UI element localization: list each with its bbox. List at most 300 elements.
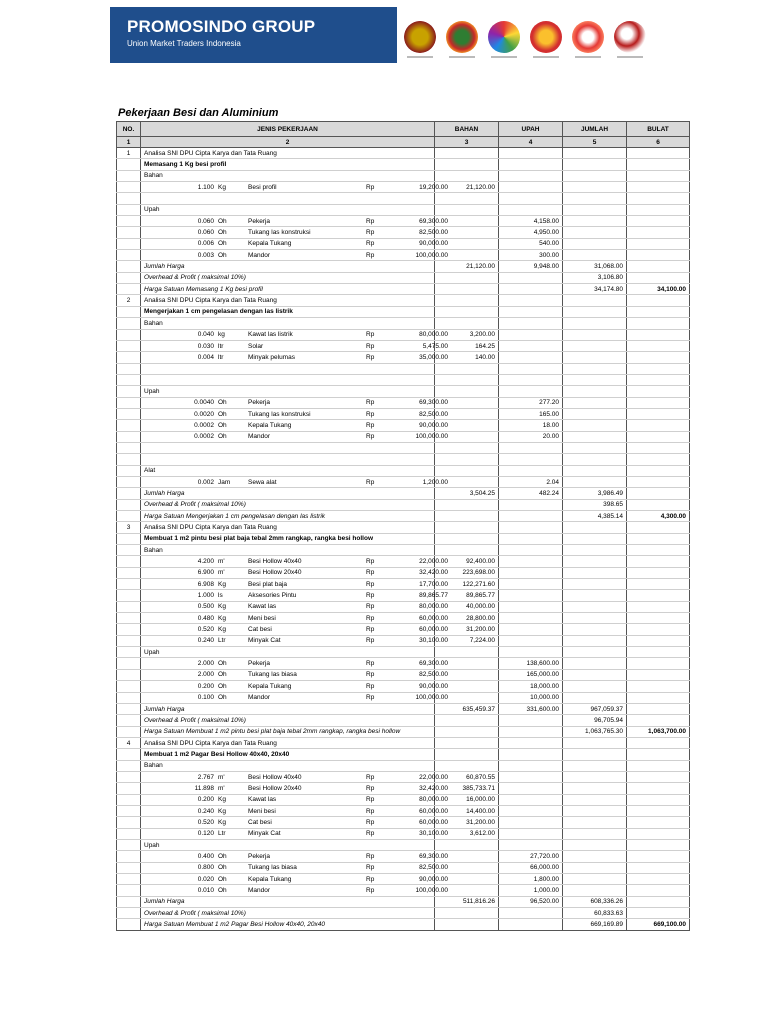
item-name: Kepala Tukang bbox=[248, 682, 292, 690]
row-description bbox=[141, 681, 448, 692]
row-number bbox=[117, 318, 141, 329]
jumlah-value bbox=[563, 170, 627, 181]
unit-price: 60,000.00 bbox=[419, 818, 448, 826]
item-name: Besi Hollow 40x40 bbox=[248, 558, 302, 566]
currency-label: Rp bbox=[366, 229, 375, 237]
upah-value bbox=[499, 590, 563, 601]
item-unit: Oh bbox=[218, 229, 227, 237]
jumlah-value bbox=[563, 363, 627, 374]
table-row bbox=[117, 159, 690, 170]
row-number bbox=[117, 908, 141, 919]
jumlah-value: 34,174.80 bbox=[563, 284, 627, 295]
item-unit: Oh bbox=[218, 217, 227, 225]
row-description: Harga Satuan Mengerjakan 1 cm pengelasan dengan las listrik bbox=[141, 511, 435, 522]
item-name: Minyak pelumas bbox=[248, 353, 295, 361]
bulat-value: 669,100.00 bbox=[627, 919, 690, 930]
upah-value: 300.00 bbox=[499, 250, 563, 261]
item-name: Besi plat baja bbox=[248, 580, 288, 588]
unit-price: 5,475.00 bbox=[422, 342, 448, 350]
item-coefficient: 0.520 bbox=[197, 626, 214, 634]
table-header-row bbox=[117, 122, 690, 137]
unit-price: 90,000.00 bbox=[419, 682, 448, 690]
bahan-value: 164.25 bbox=[435, 340, 499, 351]
unit-price: 100,000.00 bbox=[415, 251, 448, 259]
table-row bbox=[117, 839, 690, 850]
item-coefficient: 0.0040 bbox=[194, 399, 214, 407]
jumlah-value bbox=[563, 352, 627, 363]
row-number bbox=[117, 805, 141, 816]
jumlah-value bbox=[563, 805, 627, 816]
bahan-value bbox=[435, 386, 499, 397]
row-number bbox=[117, 817, 141, 828]
item-unit: Jam bbox=[218, 478, 231, 486]
bulat-value bbox=[627, 851, 690, 862]
bulat-value bbox=[627, 579, 690, 590]
item-coefficient: 6.900 bbox=[197, 569, 214, 577]
table-row bbox=[117, 726, 690, 737]
table-row-item bbox=[117, 874, 690, 885]
upah-value bbox=[499, 148, 563, 159]
table-row bbox=[117, 306, 690, 317]
bahan-value: 31,200.00 bbox=[435, 624, 499, 635]
bahan-value bbox=[435, 374, 499, 385]
upah-value bbox=[499, 828, 563, 839]
item-coefficient: 11.898 bbox=[194, 784, 214, 792]
row-description: Overhead & Profit ( maksimal 10%) bbox=[141, 499, 435, 510]
row-number bbox=[117, 499, 141, 510]
header-banner bbox=[110, 7, 658, 63]
row-description: Analisa SNI DPU Cipta Karya dan Tata Ruang bbox=[141, 148, 435, 159]
item-unit: Kg bbox=[218, 580, 226, 588]
jumlah-value bbox=[563, 635, 627, 646]
row-number bbox=[117, 794, 141, 805]
table-row-item bbox=[117, 476, 690, 487]
upah-value bbox=[499, 556, 563, 567]
currency-label: Rp bbox=[366, 399, 375, 407]
row-description bbox=[141, 238, 448, 249]
bulat-value: 1,063,700.00 bbox=[627, 726, 690, 737]
currency-label: Rp bbox=[366, 342, 375, 350]
upah-value bbox=[499, 182, 563, 193]
bulat-value bbox=[627, 318, 690, 329]
bulat-value bbox=[627, 749, 690, 760]
item-unit: Oh bbox=[218, 421, 227, 429]
item-coefficient: 0.100 bbox=[197, 694, 214, 702]
row-number bbox=[117, 647, 141, 658]
row-number bbox=[117, 590, 141, 601]
item-unit: ls bbox=[218, 592, 223, 600]
currency-label: Rp bbox=[366, 671, 375, 679]
row-number bbox=[117, 885, 141, 896]
jumlah-value bbox=[563, 613, 627, 624]
bulat-value bbox=[627, 352, 690, 363]
bulat-value bbox=[627, 817, 690, 828]
upah-value bbox=[499, 295, 563, 306]
unit-price: 80,000.00 bbox=[419, 603, 448, 611]
row-number bbox=[117, 511, 141, 522]
bahan-value bbox=[435, 533, 499, 544]
item-coefficient: 0.120 bbox=[197, 830, 214, 838]
jumlah-value bbox=[563, 556, 627, 567]
bulat-value bbox=[627, 533, 690, 544]
row-description: Bahan bbox=[141, 170, 435, 181]
table-row-item bbox=[117, 805, 690, 816]
row-description: Overhead & Profit ( maksimal 10%) bbox=[141, 908, 435, 919]
currency-label: Rp bbox=[366, 875, 375, 883]
row-description: Bahan bbox=[141, 760, 435, 771]
bulat-value bbox=[627, 476, 690, 487]
item-name: Kepala Tukang bbox=[248, 421, 292, 429]
unit-price: 60,000.00 bbox=[419, 614, 448, 622]
bahan-value bbox=[435, 272, 499, 283]
row-number bbox=[117, 408, 141, 419]
upah-value bbox=[499, 567, 563, 578]
row-description bbox=[141, 182, 448, 193]
unit-price: 60,000.00 bbox=[419, 807, 448, 815]
unit-price: 32,420.00 bbox=[419, 784, 448, 792]
unit-price: 82,500.00 bbox=[419, 410, 448, 418]
item-unit: ltr bbox=[218, 342, 224, 350]
currency-label: Rp bbox=[366, 852, 375, 860]
item-unit: Oh bbox=[218, 671, 227, 679]
table-row bbox=[117, 148, 690, 159]
bulat-value bbox=[627, 635, 690, 646]
jumlah-value bbox=[563, 318, 627, 329]
bulat-value bbox=[627, 454, 690, 465]
row-number bbox=[117, 465, 141, 476]
row-description bbox=[141, 805, 448, 816]
unit-price: 90,000.00 bbox=[419, 421, 448, 429]
row-description bbox=[141, 476, 448, 487]
item-name: Besi Hollow 40x40 bbox=[248, 773, 302, 781]
upah-value bbox=[499, 499, 563, 510]
bulat-value bbox=[627, 238, 690, 249]
row-description bbox=[141, 420, 448, 431]
upah-value bbox=[499, 726, 563, 737]
unit-price: 82,500.00 bbox=[419, 864, 448, 872]
jumlah-value bbox=[563, 306, 627, 317]
row-description bbox=[141, 794, 448, 805]
item-name: Meni besi bbox=[248, 614, 276, 622]
item-unit: Oh bbox=[218, 875, 227, 883]
item-coefficient: 1.000 bbox=[197, 592, 214, 600]
col-header-jenis: JENIS PEKERJAAN bbox=[141, 122, 435, 137]
table-row-item bbox=[117, 238, 690, 249]
jumlah-value bbox=[563, 885, 627, 896]
partner-emblems bbox=[402, 17, 652, 59]
bulat-value bbox=[627, 703, 690, 714]
row-description: Membuat 1 m2 pintu besi plat baja tebal 2mm rangkap, rangka besi hollow bbox=[141, 533, 435, 544]
table-row bbox=[117, 386, 690, 397]
row-number bbox=[117, 851, 141, 862]
bahan-value bbox=[435, 442, 499, 453]
jumlah-value bbox=[563, 737, 627, 748]
upah-value: 66,000.00 bbox=[499, 862, 563, 873]
row-number bbox=[117, 635, 141, 646]
row-number bbox=[117, 170, 141, 181]
upah-value: 96,520.00 bbox=[499, 896, 563, 907]
jumlah-value bbox=[563, 420, 627, 431]
item-name: Kepala Tukang bbox=[248, 240, 292, 248]
upah-value: 482.24 bbox=[499, 488, 563, 499]
row-number bbox=[117, 261, 141, 272]
jumlah-value bbox=[563, 204, 627, 215]
bahan-value: 7,224.00 bbox=[435, 635, 499, 646]
upah-value bbox=[499, 511, 563, 522]
row-description: Alat bbox=[141, 465, 435, 476]
bulat-value bbox=[627, 227, 690, 238]
table-row-item bbox=[117, 692, 690, 703]
row-number bbox=[117, 613, 141, 624]
bulat-value bbox=[627, 261, 690, 272]
row-number bbox=[117, 182, 141, 193]
item-coefficient: 0.060 bbox=[197, 217, 214, 225]
table-row bbox=[117, 499, 690, 510]
bulat-value bbox=[627, 148, 690, 159]
unit-price: 69,300.00 bbox=[419, 217, 448, 225]
upah-value bbox=[499, 613, 563, 624]
currency-label: Rp bbox=[366, 433, 375, 441]
table-row-item bbox=[117, 431, 690, 442]
unit-price: 30,100.00 bbox=[419, 637, 448, 645]
bulat-value bbox=[627, 499, 690, 510]
item-name: Cat besi bbox=[248, 818, 272, 826]
jumlah-value bbox=[563, 567, 627, 578]
col-header-no: NO. bbox=[117, 122, 141, 137]
row-number bbox=[117, 454, 141, 465]
upah-value bbox=[499, 624, 563, 635]
bulat-value bbox=[627, 204, 690, 215]
table-row bbox=[117, 545, 690, 556]
jumlah-value bbox=[563, 227, 627, 238]
jumlah-value bbox=[563, 182, 627, 193]
upah-value bbox=[499, 817, 563, 828]
item-coefficient: 0.010 bbox=[197, 887, 214, 895]
table-row-item bbox=[117, 182, 690, 193]
row-number bbox=[117, 420, 141, 431]
currency-label: Rp bbox=[366, 614, 375, 622]
bahan-value bbox=[435, 499, 499, 510]
table-row-item bbox=[117, 601, 690, 612]
row-description: Overhead & Profit ( maksimal 10%) bbox=[141, 272, 435, 283]
row-number bbox=[117, 238, 141, 249]
unit-price: 17,700.00 bbox=[419, 580, 448, 588]
bulat-value bbox=[627, 306, 690, 317]
row-description: Analisa SNI DPU Cipta Karya dan Tata Ruang bbox=[141, 295, 435, 306]
unit-price: 60,000.00 bbox=[419, 626, 448, 634]
item-name: Pekerja bbox=[248, 852, 271, 860]
upah-value: 4,950.00 bbox=[499, 227, 563, 238]
row-number: 3 bbox=[117, 522, 141, 533]
item-unit: Kg bbox=[218, 614, 226, 622]
jumlah-value bbox=[563, 839, 627, 850]
jumlah-value bbox=[563, 828, 627, 839]
upah-value bbox=[499, 783, 563, 794]
bahan-value: 21,120.00 bbox=[435, 182, 499, 193]
row-description bbox=[141, 363, 435, 374]
red-logo-icon bbox=[614, 21, 646, 53]
row-description bbox=[141, 874, 448, 885]
upah-value: 138,600.00 bbox=[499, 658, 563, 669]
col-number: 4 bbox=[499, 137, 563, 148]
row-number bbox=[117, 431, 141, 442]
item-name: Pekerja bbox=[248, 660, 271, 668]
bahan-value: 89,865.77 bbox=[435, 590, 499, 601]
bulat-value bbox=[627, 885, 690, 896]
row-number: 1 bbox=[117, 148, 141, 159]
jumlah-value bbox=[563, 442, 627, 453]
table-row bbox=[117, 284, 690, 295]
bulat-value bbox=[627, 420, 690, 431]
table-row-item bbox=[117, 771, 690, 782]
bulat-value: 34,100.00 bbox=[627, 284, 690, 295]
table-row bbox=[117, 442, 690, 453]
table-row-item bbox=[117, 862, 690, 873]
table-row-item bbox=[117, 216, 690, 227]
bulat-value bbox=[627, 465, 690, 476]
item-name: Cat besi bbox=[248, 626, 272, 634]
table-row bbox=[117, 193, 690, 204]
upah-value bbox=[499, 749, 563, 760]
row-number bbox=[117, 771, 141, 782]
item-name: Mandor bbox=[248, 251, 271, 259]
col-number: 6 bbox=[627, 137, 690, 148]
jumlah-value bbox=[563, 771, 627, 782]
bahan-value: 60,870.55 bbox=[435, 771, 499, 782]
table-row bbox=[117, 760, 690, 771]
currency-label: Rp bbox=[366, 773, 375, 781]
row-description: Bahan bbox=[141, 545, 435, 556]
row-number bbox=[117, 352, 141, 363]
row-description bbox=[141, 669, 448, 680]
col-header-bulat: BULAT bbox=[627, 122, 690, 137]
bahan-value bbox=[435, 919, 499, 930]
row-description bbox=[141, 862, 448, 873]
bahan-value: 31,200.00 bbox=[435, 817, 499, 828]
table-row-item bbox=[117, 613, 690, 624]
item-unit: Oh bbox=[218, 660, 227, 668]
jumlah-value: 3,106.80 bbox=[563, 272, 627, 283]
bulat-value bbox=[627, 442, 690, 453]
table-row bbox=[117, 533, 690, 544]
upah-value bbox=[499, 919, 563, 930]
jumlah-value bbox=[563, 749, 627, 760]
jumlah-value bbox=[563, 669, 627, 680]
upah-value bbox=[499, 579, 563, 590]
item-name: Meni besi bbox=[248, 807, 276, 815]
unit-price: 22,000.00 bbox=[419, 558, 448, 566]
upah-value bbox=[499, 760, 563, 771]
currency-label: Rp bbox=[366, 331, 375, 339]
jumlah-value bbox=[563, 397, 627, 408]
bulat-value bbox=[627, 329, 690, 340]
item-unit: Kg bbox=[218, 818, 226, 826]
upah-value bbox=[499, 839, 563, 850]
company-name: PROMOSINDO GROUP bbox=[127, 17, 316, 36]
bulat-value bbox=[627, 737, 690, 748]
bahan-value bbox=[435, 715, 499, 726]
upah-value: 4,158.00 bbox=[499, 216, 563, 227]
item-unit: Kg bbox=[218, 603, 226, 611]
row-description bbox=[141, 828, 448, 839]
row-description: Harga Satuan Membuat 1 m2 Pagar Besi Hollow 40x40, 20x40 bbox=[141, 919, 435, 930]
jumlah-value bbox=[563, 159, 627, 170]
unit-price: 90,000.00 bbox=[419, 240, 448, 248]
item-unit: Kg bbox=[218, 807, 226, 815]
table-row bbox=[117, 749, 690, 760]
table-row-item bbox=[117, 579, 690, 590]
bahan-value: 3,612.00 bbox=[435, 828, 499, 839]
bulat-value bbox=[627, 669, 690, 680]
row-description bbox=[141, 329, 448, 340]
bulat-value bbox=[627, 760, 690, 771]
row-number bbox=[117, 488, 141, 499]
item-coefficient: 0.0002 bbox=[194, 433, 214, 441]
table-row bbox=[117, 522, 690, 533]
upah-value bbox=[499, 363, 563, 374]
table-row bbox=[117, 896, 690, 907]
unit-price: 90,000.00 bbox=[419, 875, 448, 883]
table-row bbox=[117, 363, 690, 374]
row-description bbox=[141, 579, 448, 590]
upah-value bbox=[499, 522, 563, 533]
upah-value: 27,720.00 bbox=[499, 851, 563, 862]
unit-price: 35,000.00 bbox=[419, 353, 448, 361]
bulat-value bbox=[627, 692, 690, 703]
item-unit: m' bbox=[218, 569, 225, 577]
table-row-item bbox=[117, 794, 690, 805]
bulat-value bbox=[627, 386, 690, 397]
unit-price: 80,000.00 bbox=[419, 796, 448, 804]
jumlah-value bbox=[563, 647, 627, 658]
table-row-item bbox=[117, 340, 690, 351]
currency-label: Rp bbox=[366, 637, 375, 645]
currency-label: Rp bbox=[366, 353, 375, 361]
table-row bbox=[117, 204, 690, 215]
bahan-value bbox=[435, 284, 499, 295]
bahan-value: 40,000.00 bbox=[435, 601, 499, 612]
bahan-value: 635,459.37 bbox=[435, 703, 499, 714]
bulat-value bbox=[627, 193, 690, 204]
bahan-value bbox=[435, 170, 499, 181]
item-coefficient: 2.767 bbox=[197, 773, 214, 781]
item-name: Pekerja bbox=[248, 399, 271, 407]
jumlah-value bbox=[563, 329, 627, 340]
jumlah-value bbox=[563, 692, 627, 703]
row-number bbox=[117, 624, 141, 635]
table-row bbox=[117, 647, 690, 658]
upah-value bbox=[499, 374, 563, 385]
table-row-item bbox=[117, 329, 690, 340]
jumlah-value: 398.65 bbox=[563, 499, 627, 510]
unit-price: 82,500.00 bbox=[419, 671, 448, 679]
upah-value bbox=[499, 442, 563, 453]
unit-price: 100,000.00 bbox=[415, 694, 448, 702]
bahan-value bbox=[435, 522, 499, 533]
table-row-item bbox=[117, 624, 690, 635]
item-name: Sewa alat bbox=[248, 478, 277, 486]
col-number: 2 bbox=[141, 137, 435, 148]
row-number bbox=[117, 567, 141, 578]
upah-value bbox=[499, 284, 563, 295]
row-number bbox=[117, 545, 141, 556]
upah-value bbox=[499, 545, 563, 556]
jumlah-value: 31,068.00 bbox=[563, 261, 627, 272]
table-row bbox=[117, 295, 690, 306]
bulat-value bbox=[627, 340, 690, 351]
row-number bbox=[117, 828, 141, 839]
table-row-item bbox=[117, 828, 690, 839]
